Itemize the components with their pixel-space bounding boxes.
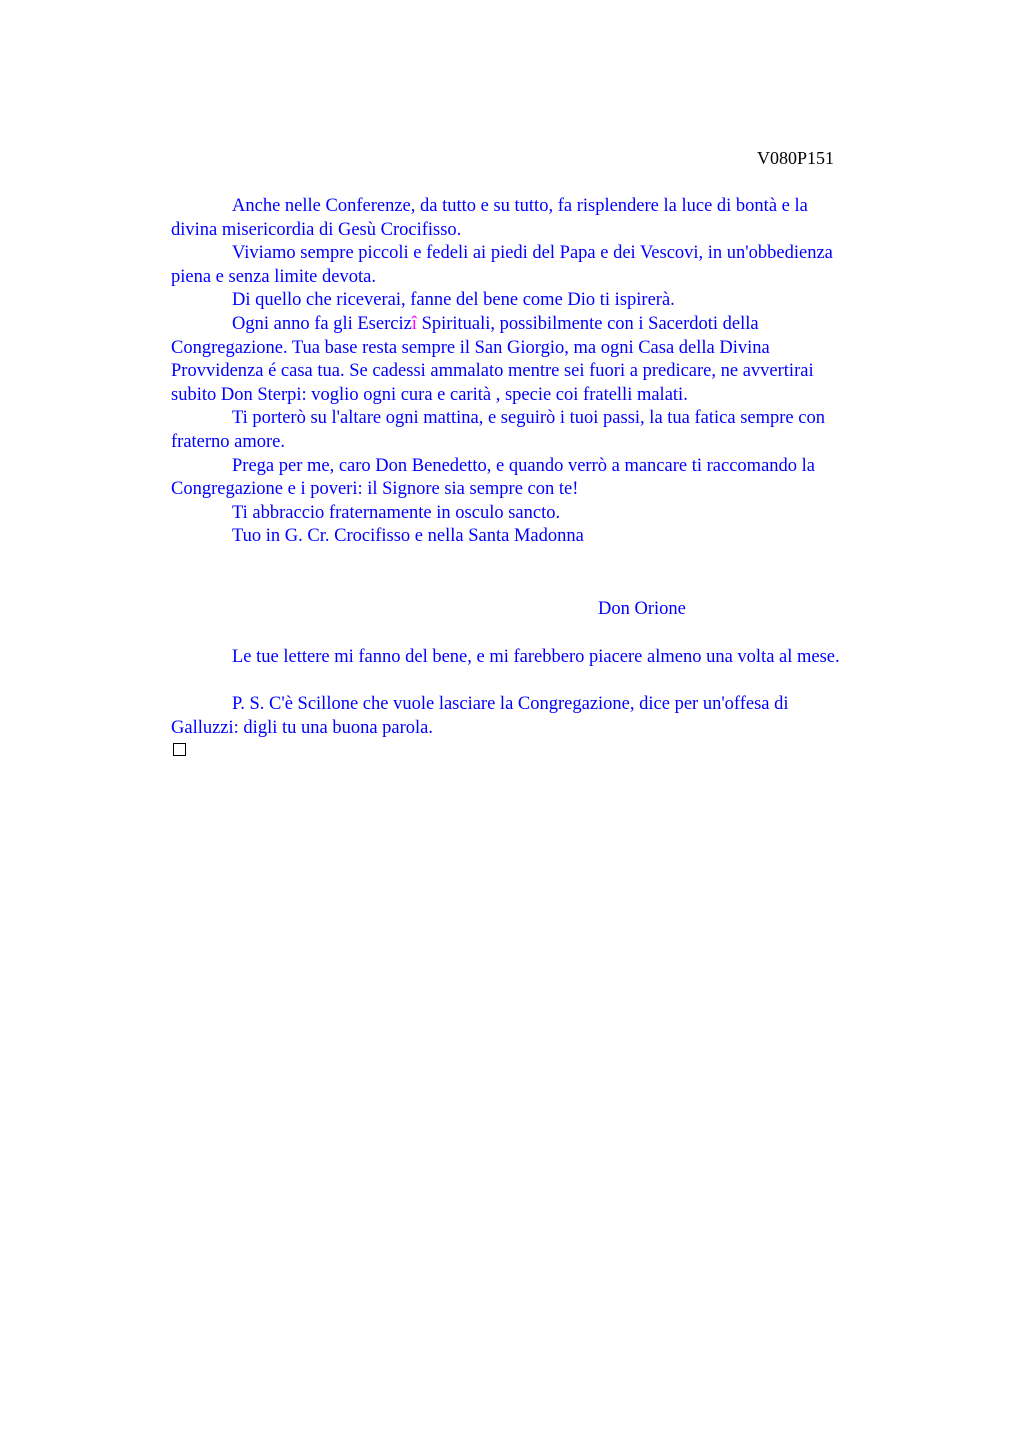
text-line: Congregazione. Tua base resta sempre il San Giorgio, ma ogni Casa della Divina [171,337,770,358]
text-line: fraterno amore. [171,431,286,452]
text-segment: Ogni anno fa gli Eserciz [232,313,412,334]
end-of-text-square-icon [173,743,186,756]
highlighted-character: î [411,313,417,334]
text-line [171,313,916,337]
text-line: P. S. C'è Scillone che vuole lasciare la Congregazione, dice per un'offesa di [232,694,789,714]
text-line: Ti abbraccio fraternamente in osculo sancto. [232,502,561,523]
text-line: Di quello che riceverai, fanne del bene come Dio ti ispirerà. [232,290,675,311]
text-line: Viviamo sempre piccoli e fedeli ai piedi del Papa e dei Vescovi, in un'obbedienza [232,243,833,264]
postscript [171,693,789,740]
signature: Don Orione [598,599,686,619]
page-reference: V080P151 [757,148,835,168]
text-line: Galluzzi: digli tu una buona parola. [171,717,434,738]
paragraph [171,407,916,454]
paragraph [171,525,916,549]
text-line: piena e senza limite devota. [171,266,376,287]
letter-body [171,195,916,549]
text-line: Le tue lettere mi fanno del bene, e mi farebbero piacere almeno una volta al mese. [232,647,840,667]
text-line: Tuo in G. Cr. Crocifisso e nella Santa Madonna [232,526,584,547]
closing-note [171,646,840,670]
paragraph [171,289,916,313]
text-line: Ti porterò su l'altare ogni mattina, e seguirò i tuoi passi, la tua fatica sempre con [232,408,825,429]
paragraph [171,502,916,526]
text-line: subito Don Sterpi: voglio ogni cura e carità , specie coi fratelli malati. [171,384,688,405]
text-line: Prega per me, caro Don Benedetto, e quando verrò a mancare ti raccomando la [232,455,816,476]
paragraph [171,455,916,502]
paragraph [171,313,916,407]
text-line: divina misericordia di Gesù Crocifisso. [171,219,462,240]
text-line: Congregazione e i poveri: il Signore sia sempre con te! [171,479,579,500]
paragraph [171,195,916,242]
text-line: Provvidenza é casa tua. Se cadessi ammalato mentre sei fuori a predicare, ne avvertirai [171,361,814,382]
text-line: Anche nelle Conferenze, da tutto e su tutto, fa risplendere la luce di bontà e la [232,196,808,216]
paragraph [171,242,916,289]
text-segment: Spirituali, possibilmente con i Sacerdoti della [416,313,759,334]
